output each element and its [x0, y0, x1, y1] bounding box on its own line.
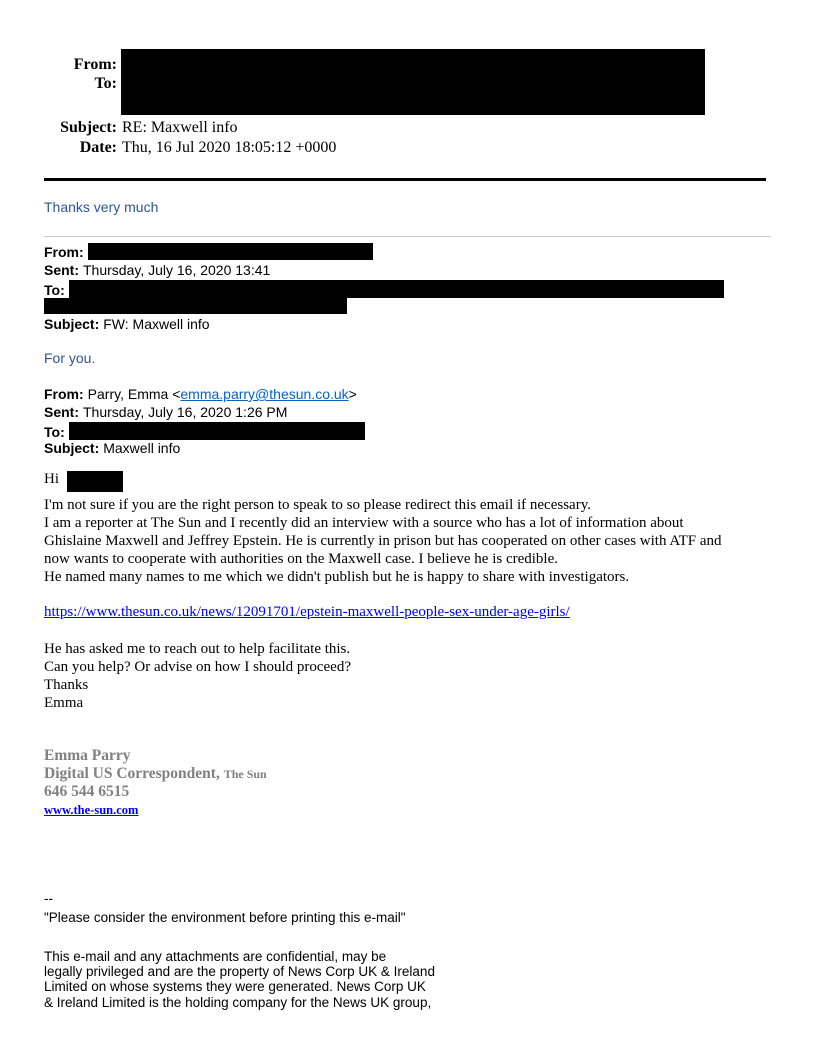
- original-email-header: [44, 386, 774, 458]
- redaction-box-fw-to-line1: [69, 280, 724, 298]
- orig-sent-row: [44, 404, 287, 421]
- fw-subject-label: Subject:: [44, 316, 100, 332]
- outer-from-label: From:: [73, 56, 117, 73]
- fw-from-row: [44, 243, 373, 261]
- disclaimer-line: This e-mail and any attachments are confidential, may be: [44, 949, 387, 964]
- body-paragraph-line: Emma: [44, 695, 84, 711]
- outer-date-value: Thu, 16 Jul 2020 18:05:12 +0000: [122, 139, 337, 156]
- fw-to-label: To:: [44, 282, 65, 298]
- outer-subject-label: Subject:: [60, 119, 117, 136]
- outer-from-row: [44, 55, 117, 74]
- email-body: [44, 470, 804, 712]
- fw-to-row: [44, 280, 724, 299]
- body-paragraph-line: I'm not sure if you are the right person to speak to so please redirect this email if necessary.: [44, 497, 591, 513]
- orig-sent-value: Thursday, July 16, 2020 1:26 PM: [83, 404, 288, 420]
- fw-sent-row: [44, 262, 270, 279]
- outer-to-label: To:: [94, 75, 117, 92]
- outer-date-row: [44, 138, 336, 157]
- body-paragraph-line: I am a reporter at The Sun and I recently did an interview with a source who has a lot of information about: [44, 515, 684, 531]
- disclaimer-line: & Ireland Limited is the holding company for the News UK group,: [44, 994, 432, 1010]
- outer-subject-row: [44, 118, 238, 137]
- outer-date-label: Date:: [79, 139, 117, 156]
- redaction-box-from-to: [121, 49, 705, 115]
- orig-subject-label: Subject:: [44, 440, 100, 456]
- article-url-link[interactable]: https://www.thesun.co.uk/news/12091701/epstein-maxwell-people-sex-under-age-girls/: [44, 604, 570, 620]
- outer-subject-value: RE: Maxwell info: [122, 119, 238, 136]
- reply-note: Thanks very much: [44, 199, 159, 215]
- orig-from-row: [44, 386, 357, 403]
- signature-title: Digital US Correspondent,: [44, 765, 220, 782]
- forwarded-email-header: [44, 243, 774, 333]
- email-signature: [44, 747, 267, 819]
- closing-paragraph: [44, 640, 804, 712]
- quoted-message-divider: [44, 236, 771, 237]
- orig-from-prefix: Parry, Emma <: [87, 386, 181, 402]
- signature-title-line: [44, 765, 267, 783]
- disclaimer-line: legally privileged and are the property of News Corp UK & Ireland: [44, 964, 435, 980]
- article-link-row: [44, 603, 804, 621]
- legal-disclaimer: [44, 949, 564, 1010]
- greeting-line: [44, 470, 804, 496]
- orig-subject-row: [44, 440, 180, 457]
- signature-website-row: [44, 801, 267, 819]
- orig-sent-label: Sent:: [44, 404, 79, 420]
- fw-subject-row: [44, 316, 210, 333]
- orig-from-label: From:: [44, 386, 84, 402]
- environment-note: "Please consider the environment before printing this e-mail": [44, 910, 406, 925]
- signature-phone: 646 544 6515: [44, 783, 130, 800]
- outer-to-row: [44, 74, 117, 93]
- body-paragraph-line: Thanks: [44, 677, 89, 693]
- orig-to-label: To:: [44, 424, 65, 440]
- body-paragraph-line: Ghislaine Maxwell and Jeffrey Epstein. He is currently in prison but has cooperated on other cases with ATF and: [44, 533, 722, 549]
- email-footer: [44, 891, 564, 1010]
- sender-email-link[interactable]: emma.parry@thesun.co.uk: [180, 386, 349, 402]
- fw-subject-value: FW: Maxwell info: [103, 316, 210, 332]
- orig-to-row: [44, 422, 365, 441]
- fw-from-label: From:: [44, 244, 84, 260]
- footer-separator: --: [44, 891, 53, 906]
- redaction-box-fw-to-line2: [44, 298, 347, 314]
- disclaimer-line: Limited on whose systems they were generated. News Corp UK: [44, 979, 426, 995]
- body-paragraph-line: He has asked me to reach out to help facilitate this.: [44, 641, 351, 657]
- redaction-box-greeting-name: [67, 471, 123, 492]
- redaction-box-orig-to: [69, 422, 365, 440]
- signature-company: The Sun: [223, 767, 267, 781]
- body-paragraph-line: now wants to cooperate with authorities on the Maxwell case. I believe he is credible.: [44, 551, 558, 567]
- signature-name: Emma Parry: [44, 747, 131, 764]
- signature-website-link[interactable]: www.the-sun.com: [44, 803, 139, 817]
- header-divider-rule: [44, 178, 766, 181]
- body-paragraph-line: Can you help? Or advise on how I should proceed?: [44, 659, 352, 675]
- body-paragraph-line: He named many names to me which we didn't publish but he is happy to share with investigators.: [44, 569, 630, 585]
- greeting-text: Hi: [44, 471, 59, 487]
- fw-sent-label: Sent:: [44, 262, 79, 278]
- fw-sent-value: Thursday, July 16, 2020 13:41: [83, 262, 271, 278]
- orig-from-suffix: >: [348, 386, 357, 402]
- forward-note: For you.: [44, 350, 96, 366]
- redaction-box-fw-from: [88, 243, 373, 260]
- orig-subject-value: Maxwell info: [103, 440, 181, 456]
